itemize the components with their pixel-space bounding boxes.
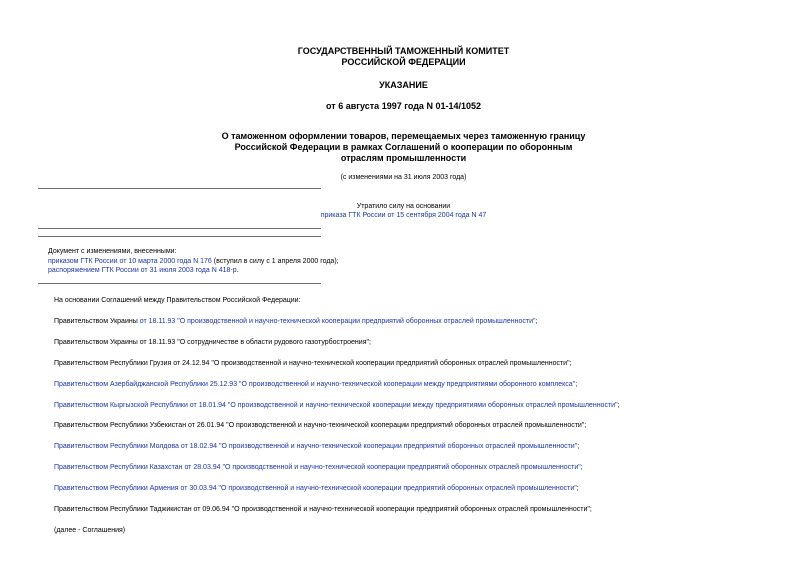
agreement-item: [54, 401, 620, 410]
agreement-item: [54, 317, 537, 326]
punctuation: ;: [576, 485, 579, 492]
amendment-item-1: [48, 257, 339, 266]
divider: [38, 228, 321, 229]
amendment-item-1-note: (вступил в силу с 1 апреля 2000 года);: [211, 258, 339, 265]
doc-date-number: от 6 августа 1997 года N 01-14/1052: [326, 101, 481, 111]
org-name-line2: РОССИЙСКОЙ ФЕДЕРАЦИИ: [341, 57, 466, 67]
agreement-link[interactable]: Правительством Республики Молдова от 18.02.94 "О производственной и научно-технической кооперации предприятий оборонных отраслей промышленности": [54, 443, 578, 450]
amendment-order-418-link[interactable]: распоряжением ГТК России от 31 июля 2003 года N 418-р: [48, 267, 237, 274]
agreement-item: [54, 442, 579, 451]
agreement-link[interactable]: Правительством Республики Казахстан от 28.03.94 "О производственной и научно-технической кооперации предприятий оборонных отраслей промышленности": [54, 464, 581, 471]
org-name-line1: ГОСУДАРСТВЕННЫЙ ТАМОЖЕННЫЙ КОМИТЕТ: [297, 46, 510, 56]
agreement-link[interactable]: Правительством Кыргызской Республики от 18.01.94 "О производственной и научно-технической кооперации между предприятиями оборонных отраслей промышленности": [54, 402, 618, 409]
amendment-order-176-link[interactable]: приказом ГТК России от 10 марта 2000 года N 176: [48, 258, 212, 265]
agreement-party: Правительством Украины: [54, 318, 140, 325]
doc-title-line2: Российской Федерации в рамках Соглашений о кооперации по оборонным: [234, 142, 573, 152]
invalidation-link-row: [0, 211, 807, 220]
agreement-item: Правительством Республики Таджикистан от 09.06.94 "О производственной и научно-технической кооперации предприятий оборонных отраслей промышленности";: [54, 506, 592, 513]
punctuation: ;: [535, 318, 538, 325]
body-intro: На основании Соглашений между Правительством Российской Федерации:: [54, 297, 301, 304]
agreement-item: Правительством Украины от 18.11.93 "О сотрудничестве в области рудового газотурбостроения";: [54, 339, 371, 346]
amendment-item-2-tail: .: [236, 267, 239, 274]
agreement-link[interactable]: от 18.11.93 "О производственной и научно-технической кооперации предприятий оборонных отраслей промышленности": [139, 318, 536, 325]
doc-type: УКАЗАНИЕ: [379, 80, 428, 90]
agreements-footer: (далее - Соглашения): [54, 527, 126, 534]
invalidation-text: Утратило силу на основании: [356, 203, 451, 210]
agreement-link[interactable]: Правительством Азербайджанской Республики 25.12.93 "О производственной и научно-технической кооперации между предприятиями оборонного комплекса": [54, 381, 576, 388]
amendment-item-2: [48, 266, 239, 275]
changes-note: (с изменениями на 31 июля 2003 года): [340, 174, 467, 181]
divider: [38, 188, 321, 189]
punctuation: ;: [577, 443, 580, 450]
agreement-item: [54, 380, 577, 389]
agreement-item: [54, 484, 579, 493]
agreement-item: Правительством Республики Грузия от 24.12.94 "О производственной и научно-технической кооперации предприятий оборонных отраслей промышленности";: [54, 360, 572, 367]
agreement-item: [54, 463, 583, 472]
doc-title-line3: отраслям промышленности: [340, 153, 467, 163]
punctuation: ;: [617, 402, 620, 409]
amendments-intro: Документ с изменениями, внесенными:: [48, 248, 177, 255]
agreement-link[interactable]: Правительством Республики Армения от 30.03.94 "О производственной и научно-технической кооперации предприятий оборонных отраслей промышленности": [54, 485, 577, 492]
agreement-item: Правительством Республики Узбекистан от 26.01.94 "О производственной и научно-технической кооперации предприятий оборонных отраслей промышленности";: [54, 422, 587, 429]
divider: [38, 283, 321, 284]
punctuation: ;: [580, 464, 583, 471]
punctuation: ;: [575, 381, 578, 388]
invalidation-order-link[interactable]: приказа ГТК России от 15 сентября 2004 года N 47: [320, 212, 487, 219]
doc-title-line1: О таможенном оформлении товаров, перемещаемых через таможенную границу: [221, 131, 586, 141]
divider: [38, 236, 321, 237]
